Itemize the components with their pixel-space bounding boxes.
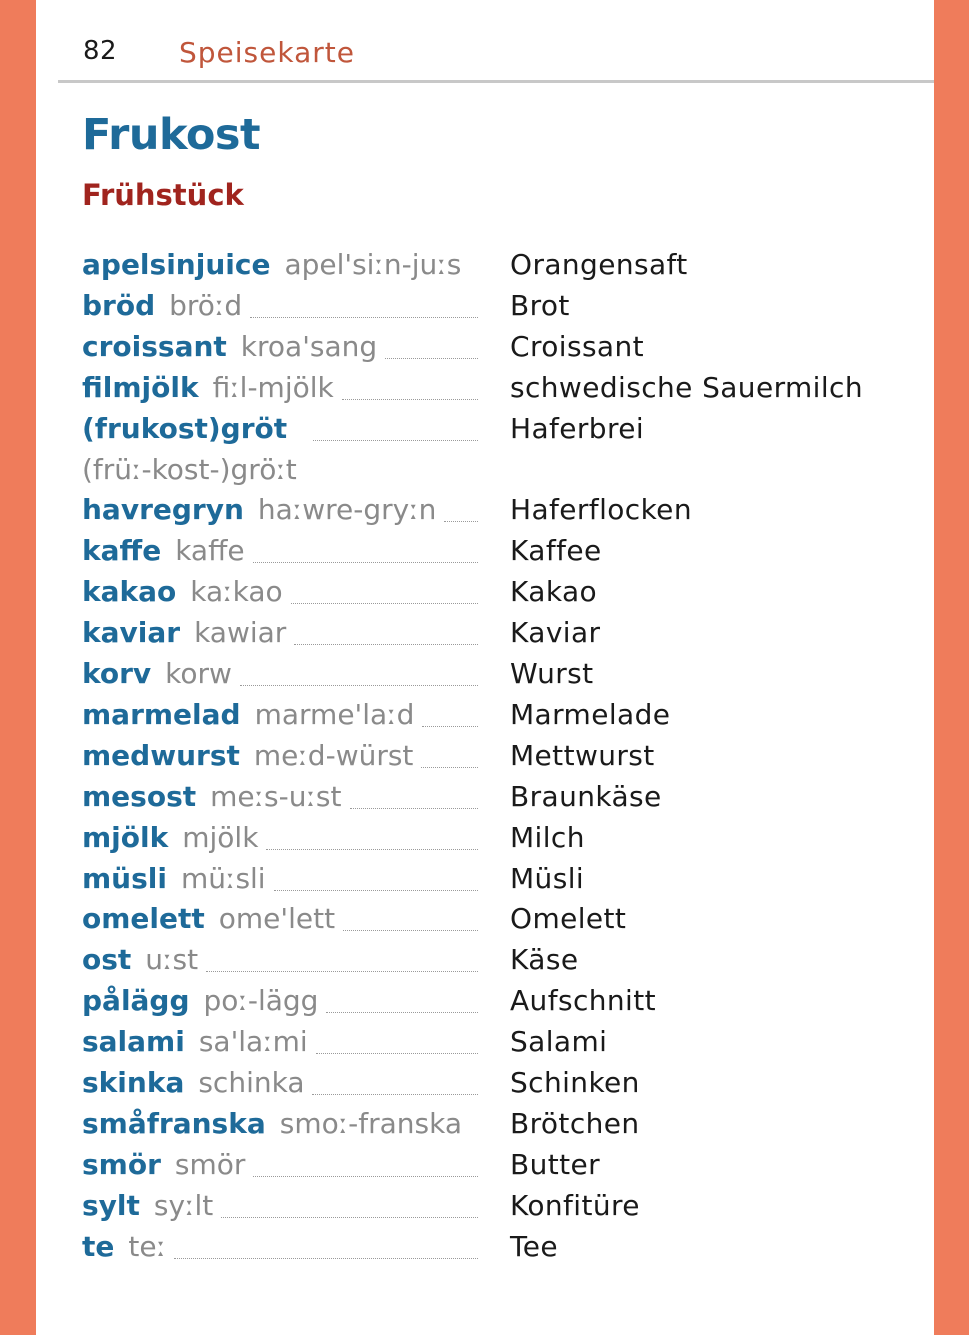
vocab-entry bbox=[0, 780, 969, 821]
swedish-term: korv bbox=[82, 657, 152, 690]
vocab-entry bbox=[0, 1025, 969, 1066]
vocab-entry bbox=[0, 1189, 969, 1230]
dotted-leader bbox=[313, 440, 478, 441]
dotted-leader bbox=[312, 1094, 478, 1095]
vocab-entry bbox=[0, 575, 969, 616]
page-number: 82 bbox=[83, 36, 118, 66]
vocab-entry bbox=[0, 371, 969, 412]
swedish-term: skinka bbox=[82, 1066, 185, 1099]
pronunciation: kaffe bbox=[175, 534, 245, 568]
dotted-leader bbox=[274, 890, 478, 891]
vocab-entry bbox=[0, 657, 969, 698]
german-translation: Kakao bbox=[510, 575, 598, 609]
swedish-term: te bbox=[82, 1229, 115, 1263]
swedish-term: kakao bbox=[82, 575, 177, 609]
vocab-entry bbox=[0, 1230, 969, 1271]
german-translation: Kaviar bbox=[510, 616, 601, 650]
pronunciation: teː bbox=[128, 1229, 167, 1263]
entry-swedish bbox=[82, 493, 478, 534]
entry-swedish bbox=[82, 371, 478, 412]
german-translation: Brötchen bbox=[510, 1106, 640, 1140]
german-translation: Braunkäse bbox=[510, 779, 662, 813]
dotted-leader bbox=[342, 399, 478, 400]
dotted-leader bbox=[291, 603, 478, 604]
pronunciation: smoː-franska bbox=[279, 1106, 463, 1140]
dotted-leader bbox=[326, 1012, 478, 1013]
pronunciation: kawiar bbox=[194, 616, 287, 650]
vocab-entry bbox=[0, 862, 969, 903]
german-translation: Aufschnitt bbox=[510, 984, 656, 1018]
german-translation: Haferbrei bbox=[510, 411, 645, 445]
vocab-entry bbox=[0, 984, 969, 1025]
pronunciation: korw bbox=[165, 657, 232, 690]
pronunciation: poː-lägg bbox=[203, 984, 319, 1018]
pronunciation: meːd-würst bbox=[253, 738, 414, 772]
pronunciation: bröːd bbox=[169, 288, 243, 322]
pronunciation: schinka bbox=[198, 1066, 305, 1099]
german-translation: Wurst bbox=[510, 657, 594, 690]
dotted-leader bbox=[266, 849, 478, 850]
swedish-term: kaviar bbox=[82, 616, 181, 650]
pronunciation: marme'laːd bbox=[254, 697, 415, 731]
dotted-leader bbox=[174, 1258, 478, 1259]
german-translation: Croissant bbox=[510, 329, 645, 363]
dotted-leader bbox=[343, 930, 478, 931]
entry-swedish bbox=[82, 1148, 478, 1189]
section-title: Speisekarte bbox=[179, 36, 355, 69]
entry-swedish bbox=[82, 1230, 478, 1271]
pronunciation: müːsli bbox=[180, 861, 266, 895]
pronunciation: smör bbox=[174, 1147, 246, 1181]
german-translation: Schinken bbox=[510, 1066, 640, 1099]
dotted-leader bbox=[240, 685, 478, 686]
swedish-term: ost bbox=[82, 943, 132, 977]
swedish-term: havregryn bbox=[82, 493, 244, 527]
entry-swedish bbox=[82, 1189, 478, 1230]
swedish-term: smör bbox=[82, 1147, 161, 1181]
entry-swedish bbox=[82, 616, 478, 657]
swedish-term: mjölk bbox=[82, 820, 169, 854]
pronunciation: kaːkao bbox=[190, 575, 283, 609]
pronunciation: sa'laːmi bbox=[198, 1025, 308, 1059]
swedish-term: müsli bbox=[82, 861, 167, 895]
pronunciation: meːs-uːst bbox=[210, 779, 342, 813]
german-translation: Käse bbox=[510, 943, 579, 977]
german-translation: Mettwurst bbox=[510, 738, 655, 772]
swedish-term: sylt bbox=[82, 1188, 140, 1222]
vocab-entry bbox=[0, 616, 969, 657]
swedish-term: (frukost)gröt bbox=[82, 411, 288, 445]
dotted-leader bbox=[316, 1053, 478, 1054]
entry-swedish bbox=[82, 575, 478, 616]
dotted-leader bbox=[421, 767, 478, 768]
dotted-leader bbox=[221, 1217, 478, 1218]
vocab-entry bbox=[0, 534, 969, 575]
german-translation: Milch bbox=[510, 820, 585, 854]
pronunciation: fiːl-mjölk bbox=[212, 370, 334, 404]
vocab-entry bbox=[0, 493, 969, 534]
dotted-leader bbox=[206, 971, 478, 972]
vocab-entry bbox=[0, 1066, 969, 1107]
german-translation: Salami bbox=[510, 1025, 608, 1059]
german-translation: Konfitüre bbox=[510, 1188, 640, 1222]
entry-swedish bbox=[82, 412, 478, 453]
german-translation: Orangensaft bbox=[510, 248, 688, 281]
swedish-term: pålägg bbox=[82, 984, 190, 1018]
vocab-entry bbox=[0, 739, 969, 780]
entry-swedish bbox=[82, 821, 478, 862]
dotted-leader bbox=[350, 808, 479, 809]
swedish-term: croissant bbox=[82, 329, 227, 363]
german-translation: Butter bbox=[510, 1147, 601, 1181]
dotted-leader bbox=[294, 644, 478, 645]
entry-swedish bbox=[82, 330, 478, 371]
swedish-term: omelett bbox=[82, 902, 205, 936]
entry-swedish bbox=[82, 984, 478, 1025]
vocab-entry bbox=[0, 943, 969, 984]
german-translation: Omelett bbox=[510, 902, 627, 936]
german-translation: Tee bbox=[510, 1229, 558, 1263]
vocab-entry bbox=[0, 248, 969, 289]
entry-swedish bbox=[82, 902, 478, 943]
swedish-term: bröd bbox=[82, 288, 156, 322]
entry-swedish bbox=[82, 1066, 478, 1107]
pronunciation: syːlt bbox=[153, 1188, 214, 1222]
dotted-leader bbox=[385, 358, 478, 359]
swedish-term: salami bbox=[82, 1025, 185, 1059]
swedish-term: filmjölk bbox=[82, 370, 199, 404]
entry-swedish bbox=[82, 698, 478, 739]
swedish-term: kaffe bbox=[82, 534, 162, 568]
dotted-leader bbox=[250, 317, 478, 318]
vocab-entry bbox=[0, 289, 969, 330]
entry-swedish bbox=[82, 780, 478, 821]
pronunciation: apel'siːn-juːs bbox=[284, 248, 462, 281]
vocab-entry bbox=[0, 412, 969, 453]
swedish-term: mesost bbox=[82, 779, 197, 813]
dotted-leader bbox=[253, 562, 478, 563]
vocab-entry bbox=[0, 1148, 969, 1189]
vocab-entry bbox=[0, 330, 969, 371]
pronunciation: haːwre-gryːn bbox=[257, 493, 437, 527]
vocab-entry bbox=[0, 698, 969, 739]
vocab-entry bbox=[0, 1107, 969, 1148]
entry-swedish bbox=[82, 248, 478, 289]
pronunciation-continuation: (früː-kost-)gröːt bbox=[82, 452, 297, 486]
vocab-entry bbox=[0, 821, 969, 862]
entry-swedish bbox=[82, 657, 478, 698]
swedish-term: småfranska bbox=[82, 1106, 266, 1140]
dotted-leader bbox=[444, 521, 478, 522]
pronunciation: kroa'sang bbox=[240, 329, 378, 363]
entry-swedish bbox=[82, 534, 478, 575]
page-heading: Frukost bbox=[82, 110, 261, 160]
page-subheading: Frühstück bbox=[82, 178, 244, 212]
entry-swedish bbox=[82, 862, 478, 903]
german-translation: schwedische Sauermilch bbox=[510, 370, 863, 404]
dotted-leader bbox=[422, 726, 478, 727]
swedish-term: marmelad bbox=[82, 697, 241, 731]
german-translation: Brot bbox=[510, 288, 570, 322]
entry-swedish bbox=[82, 289, 478, 330]
pronunciation: uːst bbox=[145, 943, 199, 977]
pronunciation: mjölk bbox=[182, 820, 259, 854]
entry-swedish bbox=[82, 1107, 478, 1148]
swedish-term: medwurst bbox=[82, 738, 240, 772]
dotted-leader bbox=[253, 1176, 478, 1177]
entry-swedish bbox=[82, 943, 478, 984]
entry-swedish bbox=[82, 1025, 478, 1066]
german-translation: Haferflocken bbox=[510, 493, 692, 527]
vocab-entry bbox=[0, 902, 969, 943]
pronunciation: ome'lett bbox=[218, 902, 336, 936]
german-translation: Müsli bbox=[510, 861, 585, 895]
german-translation: Marmelade bbox=[510, 697, 671, 731]
swedish-term: apelsinjuice bbox=[82, 248, 271, 281]
german-translation: Kaffee bbox=[510, 534, 602, 568]
entry-swedish bbox=[82, 739, 478, 780]
